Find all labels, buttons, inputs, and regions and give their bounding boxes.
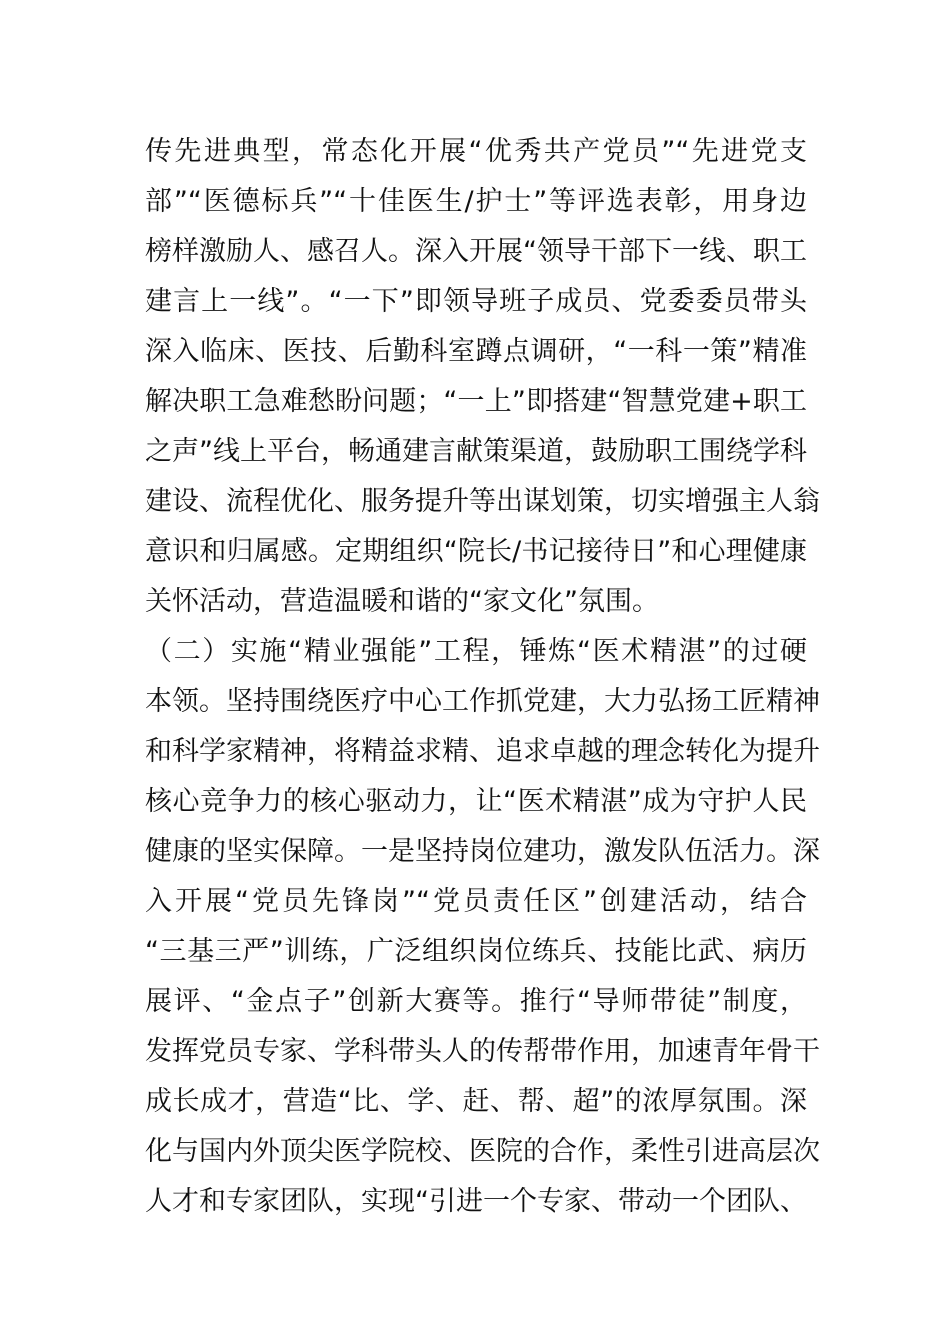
text-line: 建设、流程优化、服务提升等出谋划策，切实增强主人翁 [145,486,820,517]
text-line: 榜样激励人、感召人。深入开展“领导干部下一线、职工 [145,236,807,267]
text-line: 健康的坚实保障。一是坚持岗位建功，激发队伍活力。深 [145,836,820,867]
text-line: 化与国内外顶尖医学院校、医院的合作，柔性引进高层次 [145,1136,820,1167]
text-line: 本领。坚持围绕医疗中心工作抓党建，大力弘扬工匠精神 [145,686,820,717]
text-line: 人才和专家团队，实现“引进一个专家、带动一个团队、 [145,1186,807,1217]
text-line: 发挥党员专家、学科带头人的传帮带作用，加速青年骨干 [145,1036,820,1067]
text-line: 深入临床、医技、后勤科室蹲点调研，“一科一策”精准 [145,336,807,367]
text-line: 关怀活动，营造温暖和谐的“家文化”氛围。 [145,586,659,617]
text-line: （二）实施“精业强能”工程，锤炼“医术精湛”的过硬 [145,636,807,667]
text-line: 部”“医德标兵”“十佳医生/护士”等评选表彰，用身边 [145,186,807,217]
text-line: 核心竞争力的核心驱动力，让“医术精湛”成为守护人民 [145,786,807,817]
text-line: 意识和归属感。定期组织“院长/书记接待日”和心理健康 [145,536,807,567]
text-line: 之声”线上平台，畅通建言献策渠道，鼓励职工围绕学科 [145,436,807,467]
text-line: 展评、“金点子”创新大赛等。推行“导师带徒”制度， [145,986,807,1017]
text-line: 建言上一线”。“一下”即领导班子成员、党委委员带头 [145,286,807,317]
text-line: 和科学家精神，将精益求精、追求卓越的理念转化为提升 [145,736,820,767]
text-line: 成长成才，营造“比、学、赶、帮、超”的浓厚氛围。深 [145,1086,807,1117]
text-line: 解决职工急难愁盼问题；“一上”即搭建“智慧党建+职工 [145,386,807,417]
text-line: “三基三严”训练，广泛组织岗位练兵、技能比武、病历 [145,936,807,967]
text-line: 入开展“党员先锋岗”“党员责任区”创建活动，结合 [145,886,807,917]
text-line: 传先进典型，常态化开展“优秀共产党员”“先进党支 [145,136,807,167]
document-body [145,127,820,1227]
